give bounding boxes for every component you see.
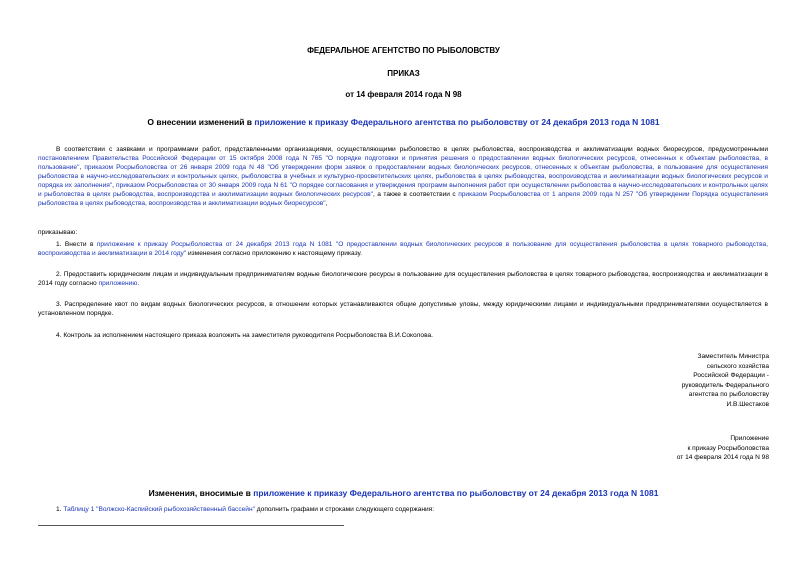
text: В соответствии с заявками и программами работ, представленными организациями, осуществляющими рыболовство в целях рыболовства, воспроизводства и акклиматизации водных биоресурсов, предусмотренными	[56, 146, 768, 153]
text: 1.	[56, 506, 64, 513]
text: 1. Внести в	[56, 241, 97, 248]
appendix-line: Приложение	[730, 435, 769, 442]
title-link[interactable]: приложение к приказу Федерального агентства по рыболовству от 24 декабря 2013 года N 1081	[254, 117, 660, 127]
signature-line: Российской Федерации -	[693, 372, 769, 380]
text: изменения согласно приложению к настоящему приказу.	[186, 250, 363, 257]
signature-line: Заместитель Министра	[697, 353, 769, 360]
signature-line: агентства по рыболовству	[688, 391, 769, 399]
signature-block	[682, 352, 769, 410]
appendix-line: от 14 февраля 2014 года N 98	[676, 454, 769, 462]
appendix-item-1	[56, 506, 434, 513]
link-prikaz-257[interactable]: приказом Росрыболовства от 1 апреля 2009 года N 257 "Об утверждении Порядка осуществления рыболовства в целях рыбоводства, воспроизводства и акклиматизации водных биоресурсов"	[38, 191, 768, 207]
paragraph-item-1	[38, 240, 768, 258]
text: 2. Предоставить юридическим лицам и индивидуальным предпринимателям водные биологические ресурсы в пользование для осуществления рыболовства в целях товарного рыбоводства, воспроизводства и акклиматизации в 2014 году согласно	[38, 271, 768, 287]
title2-link[interactable]: приложение к приказу Федерального агентства по рыболовству от 24 декабря 2013 года N 1081	[253, 488, 659, 498]
doc-date-number: от 14 февраля 2014 года N 98	[345, 90, 462, 99]
title2-prefix: Изменения, вносимые в	[148, 488, 254, 498]
prikazyvayu-text: приказываю:	[38, 229, 78, 236]
title-prefix: О внесении изменений в	[147, 117, 255, 127]
signature-line: сельского хозяйства	[706, 362, 769, 370]
paragraph-item-2	[38, 270, 768, 288]
doc-type-heading: ПРИКАЗ	[387, 69, 420, 78]
text: ,	[112, 182, 117, 189]
text: .	[137, 280, 140, 287]
link-prikaz-48[interactable]: приказом Росрыболовства от 26 января 2009 года N 48 "Об утверждении форм заявок о предоставлении водных биологических ресурсов, отнесенных к объектам рыболовства, в пользование для осуществления рыболовства в научно-исследовательских и контрольных целях, рыболовства в учебных и культурно-просветительских целях, рыболовства в целях рыбоводства, воспроизводства и акклиматизации водных биологических ресурсов и порядка их заполнения"	[38, 164, 768, 189]
text: дополнить графами и строками следующего содержания:	[254, 506, 435, 513]
agency-heading: ФЕДЕРАЛЬНОЕ АГЕНТСТВО ПО РЫБОЛОВСТВУ	[307, 46, 500, 55]
link-prikaz-61[interactable]: приказом Росрыболовства от 30 января 2009 года N 61 "О порядке согласования и утверждения программ выполнения работ при осуществлении рыболовства в научно-исследовательских и контрольных целях и рыболовства в целях рыбоводства, воспроизводства и акклиматизации водных биологических ресурсов"	[38, 182, 769, 198]
link-table-1[interactable]: Таблицу 1 "Волжско-Каспийский рыбохозяйственный бассейн"	[63, 506, 255, 513]
text: ,	[79, 164, 85, 171]
link-postanovlenie-765[interactable]: постановлением Правительства Российской Федерации от 15 октября 2008 года N 765 "О порядке подготовки и принятия решения о предоставлении водных биологических ресурсов, отнесенных к объектам рыболовства, в пользование"	[38, 155, 768, 171]
paragraph-item-4: 4. Контроль за исполнением настоящего приказа возложить на заместителя руководителя Росрыболовства В.И.Соколова.	[56, 332, 433, 339]
appendix-title	[0, 488, 807, 498]
link-prilozhenie-1081[interactable]: приложение к приказу Росрыболовства от 24 декабря 2013 года N 1081 "О предоставлении водных биологических ресурсов в пользование для осуществления рыболовства в целях товарного рыбоводства, воспроизводства и акклиматизации в 2014 году"	[38, 241, 768, 257]
appendix-reference	[677, 434, 769, 463]
signature-name: И.В.Шестаков	[726, 400, 769, 408]
document-title	[0, 117, 807, 127]
appendix-line: к приказу Росрыболовства	[687, 444, 769, 452]
paragraph-item-3: 3. Распределение квот по видам водных биологических ресурсов, в отношении которых устанавливаются общие допустимые уловы, между юридическими лицами и индивидуальными предпринимателями осуществляется в установленном порядке.	[38, 301, 768, 317]
paragraph-preamble	[38, 145, 768, 208]
signature-line: руководитель Федерального	[681, 381, 769, 389]
link-prilozheniyu[interactable]: приложению	[98, 280, 138, 287]
text: ,	[325, 200, 328, 207]
footnote-divider	[38, 525, 344, 526]
text: , а также в соответствии с	[372, 191, 459, 198]
